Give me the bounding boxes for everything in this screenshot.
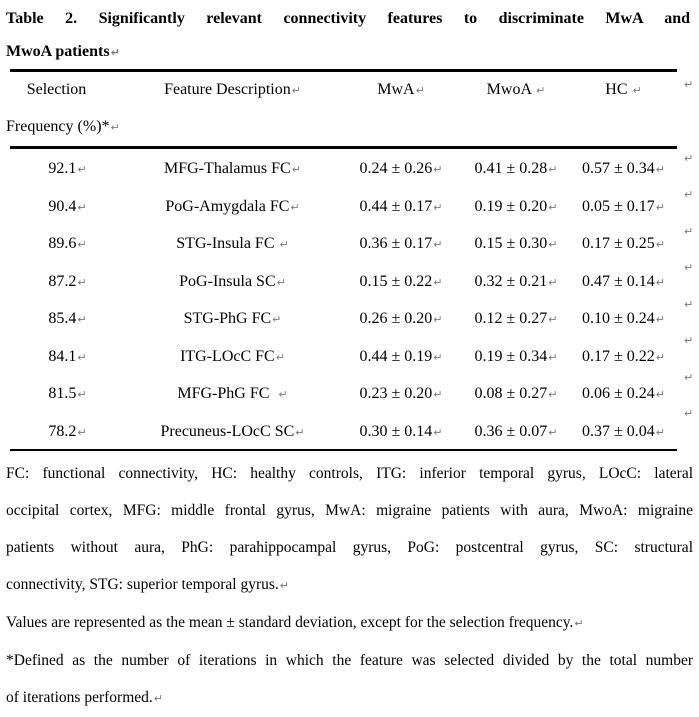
cell-mwa: 0.15 ± 0.22↵ <box>359 272 443 290</box>
header-mwoa: MwoA ↵ <box>462 71 570 148</box>
cell-frequency: 90.4↵ <box>48 197 87 215</box>
abbreviations-note: FC: functional connectivity, HC: healthy controls, ITG: inferior temporal gyrus, LOcC: lateral occipital cortex, MFG: middle frontal gyrus, MwA: migraine patients with aura, MwoA: migraine patients without aura, PhG: parahippocampal gyrus, PoG: postcentral gyrus, SC: structural connectivity, STG: superior temporal gyrus.↵ <box>6 465 693 593</box>
paragraph-mark-icon: ↵ <box>655 275 665 289</box>
table-row <box>10 412 677 451</box>
cell-hc: 0.17 ± 0.25↵ <box>582 235 665 252</box>
paragraph-mark-icon: ↵ <box>77 425 87 439</box>
paragraph-mark-icon: ↵ <box>272 313 282 326</box>
header-row <box>10 71 677 148</box>
table-row <box>10 224 677 262</box>
cell-mwoa: 0.36 ± 0.07↵ <box>474 422 558 440</box>
cell-mwoa: 0.32 ± 0.21↵ <box>474 272 558 290</box>
asterisk-note: *Defined as the number of iterations in which the feature was selected divided by the total number of iterations performed.↵ <box>6 652 693 706</box>
paragraph-mark-icon: ↵ <box>77 388 87 401</box>
paragraph-mark-icon: ↵ <box>548 238 558 251</box>
paragraph-mark-icon: ↵ <box>110 46 120 59</box>
cell-mwoa: 0.19 ± 0.20↵ <box>474 197 558 215</box>
row-end-paragraph-mark-icon: ↵ <box>684 298 694 311</box>
paragraph-mark-icon: ↵ <box>433 425 443 439</box>
row-end-paragraph-mark-icon: ↵ <box>684 225 694 238</box>
paragraph-mark-icon: ↵ <box>291 84 301 97</box>
cell-mwoa: 0.08 ± 0.27↵ <box>474 385 558 402</box>
cell-feature: MFG-PhG FC ↵ <box>177 385 288 402</box>
paragraph-mark-icon: ↵ <box>548 275 558 289</box>
table-row <box>10 148 677 187</box>
cell-hc: 0.37 ± 0.04↵ <box>582 422 665 440</box>
cell-mwa: 0.44 ± 0.19↵ <box>359 347 443 365</box>
paragraph-mark-icon: ↵ <box>433 350 443 364</box>
paragraph-mark-icon: ↵ <box>279 238 289 251</box>
header-selection-frequency: Selection Frequency (%)*↵ <box>10 71 125 148</box>
table-footnotes <box>6 455 693 717</box>
paragraph-mark-icon: ↵ <box>655 350 665 364</box>
paragraph-mark-icon: ↵ <box>548 388 558 401</box>
paragraph-mark-icon: ↵ <box>655 163 665 176</box>
cell-frequency: 81.5↵ <box>48 385 87 402</box>
cell-mwa: 0.30 ± 0.14↵ <box>359 422 443 440</box>
table-title-line1: Table 2. Significantly relevant connectivity features to discriminate MwA and <box>6 10 690 27</box>
cell-mwa: 0.26 ± 0.20↵ <box>359 310 443 327</box>
paragraph-mark-icon: ↵ <box>433 313 443 326</box>
values-note: Values are represented as the mean ± standard deviation, except for the selection frequency.↵ <box>6 614 584 631</box>
cell-hc: 0.10 ± 0.24↵ <box>582 310 665 327</box>
table-body <box>10 148 677 451</box>
table-row <box>10 299 677 337</box>
cell-mwoa: 0.19 ± 0.34↵ <box>474 347 558 365</box>
cell-frequency: 87.2↵ <box>48 272 87 290</box>
cell-mwa: 0.44 ± 0.17↵ <box>359 197 443 215</box>
cell-feature: STG-PhG FC↵ <box>183 310 282 327</box>
paragraph-mark-icon: ↵ <box>433 388 443 401</box>
row-end-paragraph-mark-icon: ↵ <box>684 152 694 165</box>
paragraph-mark-icon: ↵ <box>77 313 87 326</box>
paragraph-mark-icon: ↵ <box>77 200 87 214</box>
table-row <box>10 262 677 300</box>
row-end-paragraph-mark-icon: ↵ <box>684 407 694 420</box>
paragraph-mark-icon: ↵ <box>415 84 425 97</box>
paragraph-mark-icon: ↵ <box>655 388 665 401</box>
cell-feature: MFG-Thalamus FC↵ <box>164 160 301 177</box>
paragraph-mark-icon: ↵ <box>433 238 443 251</box>
paragraph-mark-icon: ↵ <box>77 238 87 251</box>
header-feature-description: Feature Description↵ <box>125 71 340 148</box>
table-header <box>6 71 677 148</box>
cell-mwa: 0.23 ± 0.20↵ <box>359 385 443 402</box>
cell-hc: 0.17 ± 0.22↵ <box>582 347 665 365</box>
paragraph-mark-icon: ↵ <box>278 388 288 401</box>
paragraph-mark-icon: ↵ <box>279 579 289 592</box>
cell-hc: 0.57 ± 0.34↵ <box>582 160 665 177</box>
paragraph-mark-icon: ↵ <box>548 313 558 326</box>
cell-mwa: 0.36 ± 0.17↵ <box>359 235 443 252</box>
paragraph-mark-icon: ↵ <box>655 200 665 214</box>
paragraph-mark-icon: ↵ <box>433 275 443 289</box>
paragraph-mark-icon: ↵ <box>655 238 665 251</box>
cell-frequency: 78.2↵ <box>48 422 87 440</box>
cell-hc: 0.06 ± 0.24↵ <box>582 385 665 402</box>
header-hc: HC ↵ <box>570 71 677 148</box>
paragraph-mark-icon: ↵ <box>290 200 300 214</box>
cell-frequency: 92.1↵ <box>48 160 87 177</box>
cell-hc: 0.47 ± 0.14↵ <box>582 272 665 290</box>
cell-feature: Precuneus-LOcC SC↵ <box>160 422 305 440</box>
paragraph-mark-icon: ↵ <box>433 200 443 214</box>
cell-feature: PoG-Amygdala FC↵ <box>165 197 300 215</box>
cell-feature: ITG-LOcC FC↵ <box>180 347 285 365</box>
connectivity-table <box>6 69 677 451</box>
paragraph-mark-icon: ↵ <box>153 692 163 705</box>
paragraph-mark-icon: ↵ <box>295 425 305 439</box>
row-end-paragraph-mark-icon: ↵ <box>684 188 694 201</box>
cell-frequency: 85.4↵ <box>48 310 87 327</box>
cell-mwa: 0.24 ± 0.26↵ <box>359 160 443 177</box>
table-row <box>10 374 677 412</box>
paragraph-mark-icon: ↵ <box>77 163 87 176</box>
paragraph-mark-icon: ↵ <box>548 163 558 176</box>
paragraph-mark-icon: ↵ <box>655 425 665 439</box>
cell-mwoa: 0.41 ± 0.28↵ <box>474 160 558 177</box>
paragraph-mark-icon: ↵ <box>574 617 584 630</box>
paragraph-mark-icon: ↵ <box>655 313 665 326</box>
paragraph-mark-icon: ↵ <box>276 275 286 289</box>
paragraph-mark-icon: ↵ <box>536 84 546 97</box>
row-end-paragraph-mark-icon: ↵ <box>684 261 694 274</box>
paragraph-mark-icon: ↵ <box>275 350 285 364</box>
cell-frequency: 89.6↵ <box>48 235 87 252</box>
table-title <box>6 2 690 69</box>
paragraph-mark-icon: ↵ <box>548 350 558 364</box>
header-mwa: MwA↵ <box>340 71 462 148</box>
paragraph-mark-icon: ↵ <box>548 200 558 214</box>
cell-frequency: 84.1↵ <box>48 347 87 365</box>
paragraph-mark-icon: ↵ <box>433 163 443 176</box>
paragraph-mark-icon: ↵ <box>291 163 301 176</box>
table-title-line2: MwoA patients↵ <box>6 43 120 60</box>
table-row <box>10 337 677 375</box>
paragraph-mark-icon: ↵ <box>77 350 87 364</box>
paragraph-mark-icon: ↵ <box>632 84 642 97</box>
row-end-paragraph-mark-icon: ↵ <box>684 371 694 384</box>
paragraph-mark-icon: ↵ <box>548 425 558 439</box>
cell-mwoa: 0.15 ± 0.30↵ <box>474 235 558 252</box>
cell-mwoa: 0.12 ± 0.27↵ <box>474 310 558 327</box>
row-end-paragraph-mark-icon: ↵ <box>684 334 694 347</box>
cell-feature: STG-Insula FC ↵ <box>176 235 289 252</box>
table-row <box>10 187 677 225</box>
cell-feature: PoG-Insula SC↵ <box>179 272 286 290</box>
row-end-paragraph-mark-icon: ↵ <box>684 78 694 91</box>
paragraph-mark-icon: ↵ <box>77 275 87 289</box>
cell-hc: 0.05 ± 0.17↵ <box>582 197 665 215</box>
paragraph-mark-icon: ↵ <box>110 120 120 134</box>
